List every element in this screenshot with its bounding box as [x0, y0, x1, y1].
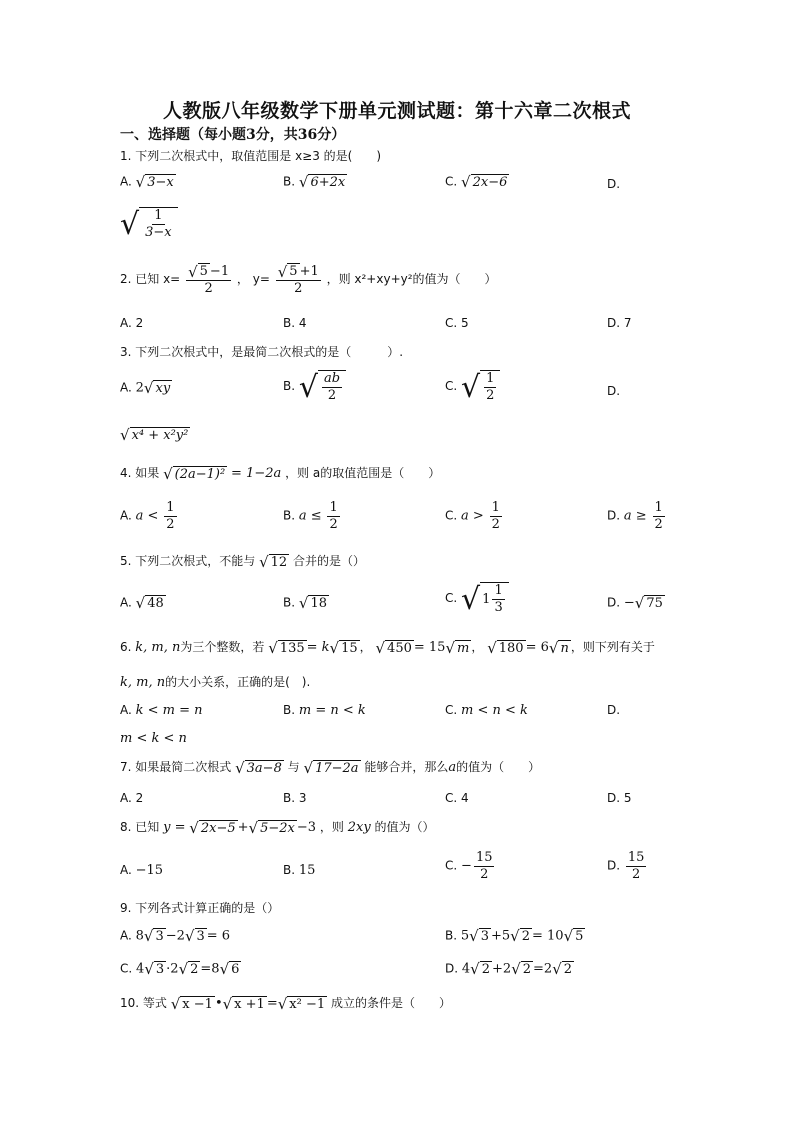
q3-option-d-expr: √ x⁴ + x²y² — [120, 426, 189, 444]
q4-option-c: C. a > $\frac{1}{2}$ — [445, 500, 500, 532]
q2-option-b: B. 4 — [283, 316, 307, 330]
question-8-stem: 8. 已知 y = √ 2x−5 + √ 5−2x −3 ，则 2xy 的值为（） — [120, 818, 435, 837]
q8-option-a: A. −15 — [120, 863, 164, 878]
q3-option-a: A. 2 √ xy — [120, 379, 171, 397]
question-3-stem: 3. 下列二次根式中，是最简二次根式的是（ ）. — [120, 345, 404, 359]
q1-option-a: A. √ 3−x — [120, 173, 174, 191]
question-10-stem: 10. 等式 √ x −1 • √ x +1 = √ x² −1 成立的条件是（ ） — [120, 994, 451, 1013]
sqrt: √ 3−x — [135, 173, 174, 191]
q7-option-d: D. 5 — [607, 791, 632, 805]
q6-option-b: B. m = n < k — [283, 703, 366, 718]
q3-option-d: D. — [607, 384, 621, 398]
q3-option-c: C. √ $\frac{1}{2}$ — [445, 370, 500, 403]
q6-option-d: D. — [607, 703, 621, 717]
q6-option-c: C. m < n < k — [445, 703, 528, 718]
q1-option-b: B. √ 6+2x — [283, 173, 346, 191]
question-9-stem: 9. 下列各式计算正确的是（） — [120, 901, 280, 915]
page-title: 人教版八年级数学下册单元测试题：第十六章二次根式 — [162, 100, 631, 122]
q4-option-d: D. a ≥ $\frac{1}{2}$ — [607, 500, 663, 532]
q1-option-c: C. √ 2x−6 — [445, 173, 508, 191]
question-6-stem-line2: k, m, n的大小关系，正确的是( ). — [120, 675, 311, 690]
q5-option-c: C. √ 1 $\frac{1}{3}$ — [445, 582, 509, 615]
question-2-stem: 2. 已知 x= √ 5 −1 2 ， y= √ 5 +1 2 ，则 x²+xy+y²的值为（ ） — [120, 262, 497, 296]
q2-option-d: D. 7 — [607, 316, 632, 330]
q9-option-a: A. 8 √ 3 −2 √ 3 = 6 — [120, 927, 231, 945]
q9-option-c: C. 4 √ 3 ·2 √ 2 =8 √ 6 — [120, 960, 240, 978]
q3-option-b: B. √ $\frac{ab}{2}$ — [283, 370, 346, 403]
section-heading: 一、选择题（每小题3分，共36分） — [120, 127, 346, 143]
q8-option-c: C. − $\frac{15}{2}$ — [445, 850, 493, 882]
question-5-stem: 5. 下列二次根式，不能与 √ 12 合并的是（） — [120, 552, 366, 571]
question-7-stem: 7. 如果最简二次根式 √ 3a−8 与 √ 17−2a 能够合并，那么a的值为（ ） — [120, 758, 541, 777]
q5-option-a: A. √ 48 — [120, 594, 164, 612]
q9-option-d: D. 4 √ 2 +2 √ 2 =2 √ 2 — [445, 960, 573, 978]
q1-option-d-expr — [120, 207, 178, 243]
sqrt: √ 2x−6 — [461, 173, 508, 191]
sqrt: √ $\frac{1}{3-x}$ — [120, 207, 178, 240]
q2-option-a: A. 2 — [120, 316, 144, 330]
q5-option-b: B. √ 18 — [283, 594, 327, 612]
sqrt: √ 6+2x — [298, 173, 346, 191]
q7-option-c: C. 4 — [445, 791, 469, 805]
q4-option-b: B. a ≤ $\frac{1}{2}$ — [283, 500, 338, 532]
q1-option-d: D. — [607, 177, 621, 191]
q2-option-c: C. 5 — [445, 316, 469, 330]
q8-option-b: B. 15 — [283, 863, 316, 878]
q5-option-d: D. − √ 75 — [607, 594, 663, 612]
q7-option-a: A. 2 — [120, 791, 144, 805]
question-1-stem: 1. 下列二次根式中，取值范围是 x≥3 的是( ) — [120, 149, 382, 163]
q7-option-b: B. 3 — [283, 791, 307, 805]
question-6-stem-line1: 6. k, m, n为三个整数，若 √ 135 = k √ 15 ， √ 450 = 15 √ m ， √ 180 = 6 √ n ，则下列有关于 — [120, 638, 655, 657]
q9-option-b: B. 5 √ 3 +5 √ 2 = 10 √ 5 — [445, 927, 584, 945]
q8-option-d: D. $\frac{15}{2}$ — [607, 850, 645, 882]
q4-option-a: A. a < $\frac{1}{2}$ — [120, 500, 175, 532]
q6-option-a: A. k < m = n — [120, 703, 203, 718]
question-4-stem: 4. 如果 √ (2a−1)² = 1−2a ，则 a的取值范围是（ ） — [120, 464, 441, 483]
q6-option-d-expr: m < k < n — [120, 731, 187, 746]
